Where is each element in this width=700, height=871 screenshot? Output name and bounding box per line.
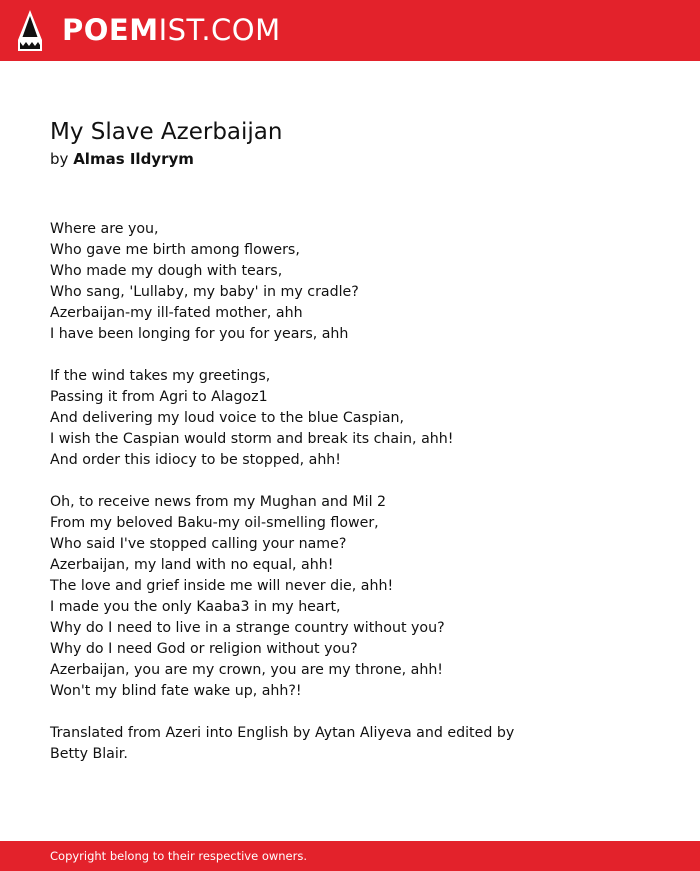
poem-line: And delivering my loud voice to the blue Caspian, (50, 410, 405, 426)
poem-line: Azerbaijan, my land with no equal, ahh! (50, 557, 334, 573)
poem-line: And order this idiocy to be stopped, ahh! (50, 452, 341, 468)
stanza-2 (50, 366, 570, 471)
poem-line: Who gave me birth among flowers, (50, 242, 300, 258)
site-header (0, 0, 700, 61)
byline (50, 148, 194, 170)
poem-line: I made you the only Kaaba3 in my heart, (50, 599, 341, 615)
poem-line: From my beloved Baku-my oil-smelling flower, (50, 515, 379, 531)
poem-line: Passing it from Agri to Alagoz1 (50, 389, 268, 405)
poem-line: I have been longing for you for years, ahh (50, 326, 349, 342)
site-logo[interactable] (62, 13, 281, 47)
poem-line: Who made my dough with tears, (50, 263, 283, 279)
stanza-3 (50, 492, 570, 702)
stanza-1 (50, 219, 570, 345)
translation-note: Translated from Azeri into English by Aytan Aliyeva and edited by Betty Blair. (50, 725, 515, 762)
poem-line: Who sang, 'Lullaby, my baby' in my cradle? (50, 284, 359, 300)
poem-line: Azerbaijan, you are my crown, you are my throne, ahh! (50, 662, 443, 678)
poem-line: If the wind takes my greetings, (50, 368, 271, 384)
logo-text-bold: POEM (62, 13, 159, 47)
poem-line: Why do I need to live in a strange country without you? (50, 620, 445, 636)
poem-line: Oh, to receive news from my Mughan and Mil 2 (50, 494, 387, 510)
author-name: Almas Ildyrym (73, 150, 194, 168)
poem-line: The love and grief inside me will never die, ahh! (50, 578, 394, 594)
poem-line: I wish the Caspian would storm and break its chain, ahh! (50, 431, 454, 447)
poem-body (50, 219, 570, 765)
logo-text-light: IST.COM (158, 13, 281, 47)
poem-line: Won't my blind fate wake up, ahh?! (50, 683, 302, 699)
copyright-text: Copyright belong to their respective owners. (50, 849, 308, 863)
poem-title: My Slave Azerbaijan (50, 119, 283, 145)
poem-line: Azerbaijan-my ill-fated mother, ahh (50, 305, 303, 321)
site-footer (0, 841, 700, 871)
by-label: by (50, 150, 69, 168)
poem-line: Why do I need God or religion without you? (50, 641, 358, 657)
pencil-tip-icon (18, 10, 42, 51)
poem-line: Who said I've stopped calling your name? (50, 536, 347, 552)
poem-line: Where are you, (50, 221, 159, 237)
